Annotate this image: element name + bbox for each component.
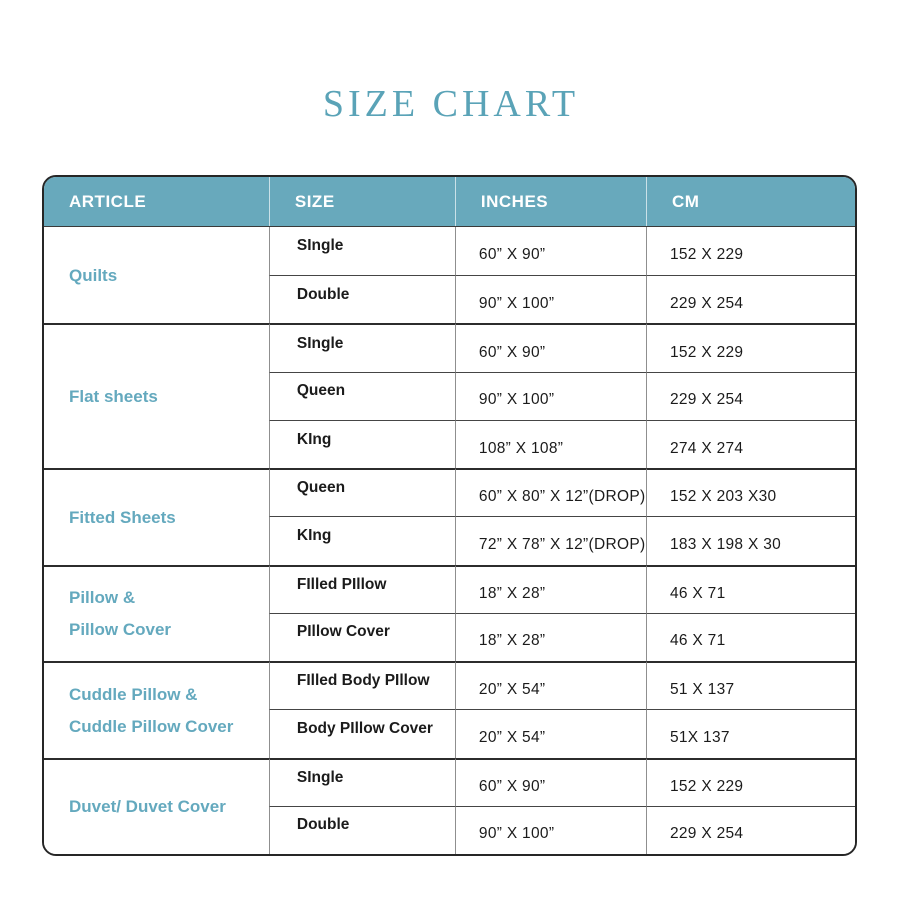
cm-cell: 152 X 203 X30 xyxy=(646,468,855,516)
size-cell: SIngle xyxy=(269,758,455,806)
article-label-line: Fitted Sheets xyxy=(69,507,176,527)
cm-cell: 152 X 229 xyxy=(646,758,855,806)
inches-cell: 18” X 28” xyxy=(455,565,646,613)
cm-cell: 229 X 254 xyxy=(646,275,855,323)
cm-cell: 46 X 71 xyxy=(646,613,855,661)
inches-cell: 90” X 100” xyxy=(455,806,646,854)
inches-cell: 20” X 54” xyxy=(455,661,646,709)
inches-cell: 108” X 108” xyxy=(455,420,646,468)
size-cell: SIngle xyxy=(269,323,455,371)
size-cell: KIng xyxy=(269,516,455,564)
inches-cell: 90” X 100” xyxy=(455,275,646,323)
article-label-line: Quilts xyxy=(69,265,118,285)
table-body xyxy=(44,227,855,854)
size-cell: Body PIllow Cover xyxy=(269,709,455,757)
cm-cell: 274 X 274 xyxy=(646,420,855,468)
inches-cell: 20” X 54” xyxy=(455,709,646,757)
article-label-line: Cuddle Pillow & xyxy=(69,684,198,704)
cm-cell: 229 X 254 xyxy=(646,372,855,420)
header-cell-size: SIZE xyxy=(269,177,455,226)
article-cell xyxy=(44,468,269,564)
cm-cell: 229 X 254 xyxy=(646,806,855,854)
table-header-row xyxy=(44,177,855,227)
article-cell xyxy=(44,227,269,323)
header-cell-article: ARTICLE xyxy=(69,191,147,211)
cm-cell: 51 X 137 xyxy=(646,661,855,709)
inches-cell: 60” X 90” xyxy=(455,758,646,806)
inches-cell: 90” X 100” xyxy=(455,372,646,420)
size-cell: FIlled Body PIllow xyxy=(269,661,455,709)
article-label-line: Pillow & xyxy=(69,588,136,608)
article-label-line: Pillow Cover xyxy=(69,620,172,640)
article-cell xyxy=(44,323,269,468)
header-cell-inches: INCHES xyxy=(455,177,646,226)
inches-cell: 72” X 78” X 12”(DROP) xyxy=(455,516,646,564)
page-title: SIZE CHART xyxy=(322,83,580,125)
article-label-line: Flat sheets xyxy=(69,387,158,407)
size-cell: Double xyxy=(269,806,455,854)
size-cell: FIlled PIllow xyxy=(269,565,455,613)
size-cell: PIllow Cover xyxy=(269,613,455,661)
size-cell: Double xyxy=(269,275,455,323)
article-label-line: Cuddle Pillow Cover xyxy=(69,716,234,736)
cm-cell: 46 X 71 xyxy=(646,565,855,613)
article-label-line: Duvet/ Duvet Cover xyxy=(69,797,226,817)
size-cell: SIngle xyxy=(269,227,455,275)
cm-cell: 183 X 198 X 30 xyxy=(646,516,855,564)
cm-cell: 152 X 229 xyxy=(646,323,855,371)
size-cell: KIng xyxy=(269,420,455,468)
inches-cell: 60” X 90” xyxy=(455,227,646,275)
cm-cell: 51X 137 xyxy=(646,709,855,757)
article-cell xyxy=(44,661,269,757)
article-cell xyxy=(44,758,269,854)
size-cell: Queen xyxy=(269,468,455,516)
size-cell: Queen xyxy=(269,372,455,420)
inches-cell: 60” X 90” xyxy=(455,323,646,371)
header-cell-cm: CM xyxy=(646,177,855,226)
size-chart-table xyxy=(42,175,857,856)
cm-cell: 152 X 229 xyxy=(646,227,855,275)
inches-cell: 60” X 80” X 12”(DROP) xyxy=(455,468,646,516)
inches-cell: 18” X 28” xyxy=(455,613,646,661)
article-cell xyxy=(44,565,269,661)
